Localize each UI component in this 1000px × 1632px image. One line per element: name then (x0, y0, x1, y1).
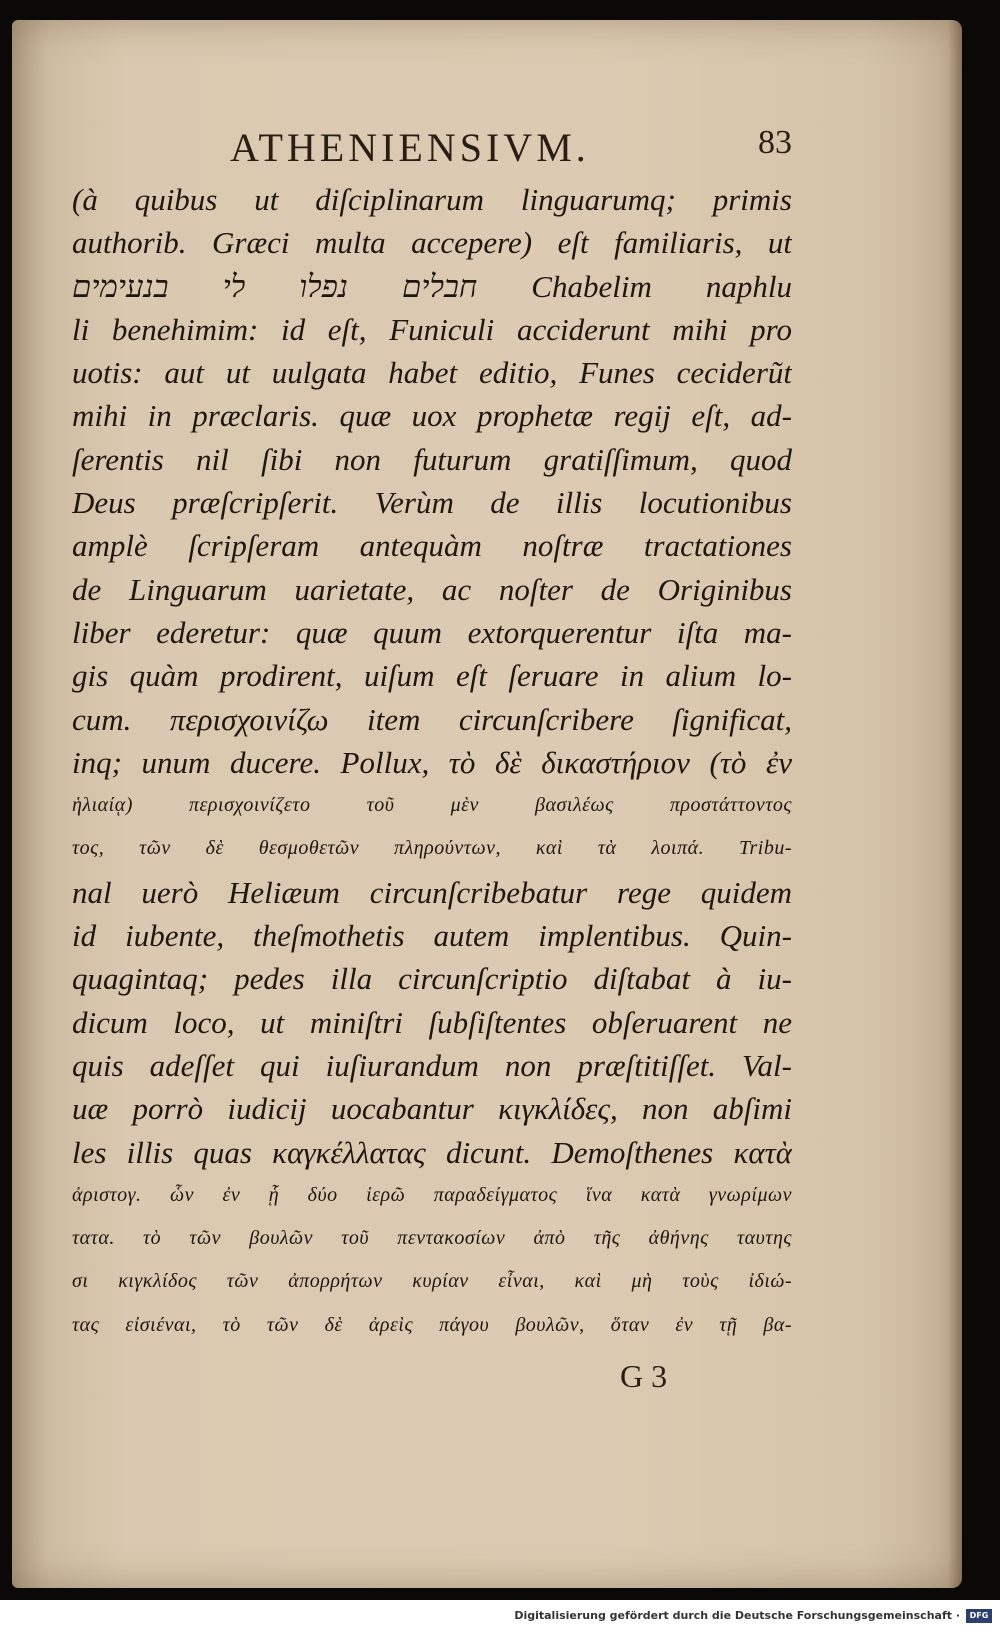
text-line: (à quibus ut diſciplinarum linguarumq; primis (72, 182, 792, 217)
text-line: li benehimim: id eſt, Funiculi acciderunt mihi pro (72, 311, 792, 347)
running-title: ATHENIENSIVM. (230, 125, 590, 170)
footer-credit: Digitalisierung gefördert durch die Deutsche Forschungsgemeinschaft · (514, 1609, 960, 1622)
text-line: quagintaq; pedes illa circunſcriptio diſtabat à iu- (72, 961, 792, 997)
body-text (72, 178, 792, 1347)
text-line: uotis: aut ut uulgata habet editio, Funes ceciderũt (72, 355, 792, 391)
text-line: cum. περισχοινίζω item circunſcribere ſignificat, (72, 701, 792, 737)
text-line: ἀριστογ. ὧν ἐν ᾗ δύο ἱερῶ παραδείγματος ἵνα κατὰ γνωρίμων (72, 1183, 792, 1206)
text-line: quis adeſſet qui iuſiurandum non præſtitiſſet. Val- (72, 1047, 792, 1083)
page-number: 83 (758, 124, 792, 161)
text-line: id iubente, theſmothetis autem implentibus. Quin- (72, 918, 792, 954)
text-line: τας εἰσιέναι, τὸ τῶν δὲ ἀρεὶς πάγου βουλῶν, ὅταν ἐν τῇ βα- (72, 1313, 792, 1336)
signature-mark: G 3 (620, 1358, 668, 1394)
page-edge-shadow (948, 20, 962, 1588)
text-line: inq; unum ducere. Pollux, τὸ δὲ δικαστήριον (τὸ ἐν (72, 744, 792, 780)
text-line: חבלים נפלו לי בנעימים Chabelim naphlu (72, 268, 792, 304)
text-line: mihi in præclaris. quæ uox prophetæ regij eſt, ad- (72, 398, 792, 434)
text-line: liber ederetur: quæ quum extorquerentur iſta ma- (72, 614, 792, 650)
text-line: ſerentis nil ſibi non futurum gratiſſimum, quod (72, 441, 792, 477)
text-line: τος, τῶν δὲ θεσμοθετῶν πληρούντων, καὶ τὰ λοιπά. Tribu- (72, 837, 792, 860)
dfg-logo: DFG (966, 1609, 992, 1623)
text-line: τατα. τὸ τῶν βουλῶν τοῦ πεντακοσίων ἀπὸ τῆς ἀθήνης ταυτης (72, 1227, 792, 1250)
text-line: authorib. Græci multa accepere) eſt familiaris, ut (72, 225, 792, 261)
text-line: de Linguarum uarietate, ac noſter de Originibus (72, 571, 792, 607)
text-line: nal uerò Heliæum circunſcribebatur rege quidem (72, 874, 792, 910)
text-line: dicum loco, ut miniſtri ſubſiſtentes obſeruarent ne (72, 1004, 792, 1040)
footer-bar (0, 1600, 1000, 1632)
text-line: ἡλιαίᾳ) περισχοινίζετο τοῦ μὲν βασιλέως προστάττοντος (72, 794, 792, 817)
text-line: Deus præſcripſerit. Verùm de illis locutionibus (72, 485, 792, 521)
text-line: les illis quas καγκέλλατας dicunt. Demoſthenes κατὰ (72, 1134, 792, 1170)
text-line: σι κιγκλίδος τῶν ἀπορρήτων κυρίαν εἶναι, καὶ μὴ τοὺς ἰδιώ- (72, 1270, 792, 1293)
text-line: amplè ſcripſeram antequàm noſtræ tractationes (72, 528, 792, 564)
text-line: uæ porrò iudicij uocabantur κιγκλίδες, non abſimi (72, 1091, 792, 1127)
running-head (72, 124, 792, 172)
text-line: gis quàm prodirent, uiſum eſt ſeruare in alium lo- (72, 658, 792, 694)
book-page (12, 20, 962, 1588)
